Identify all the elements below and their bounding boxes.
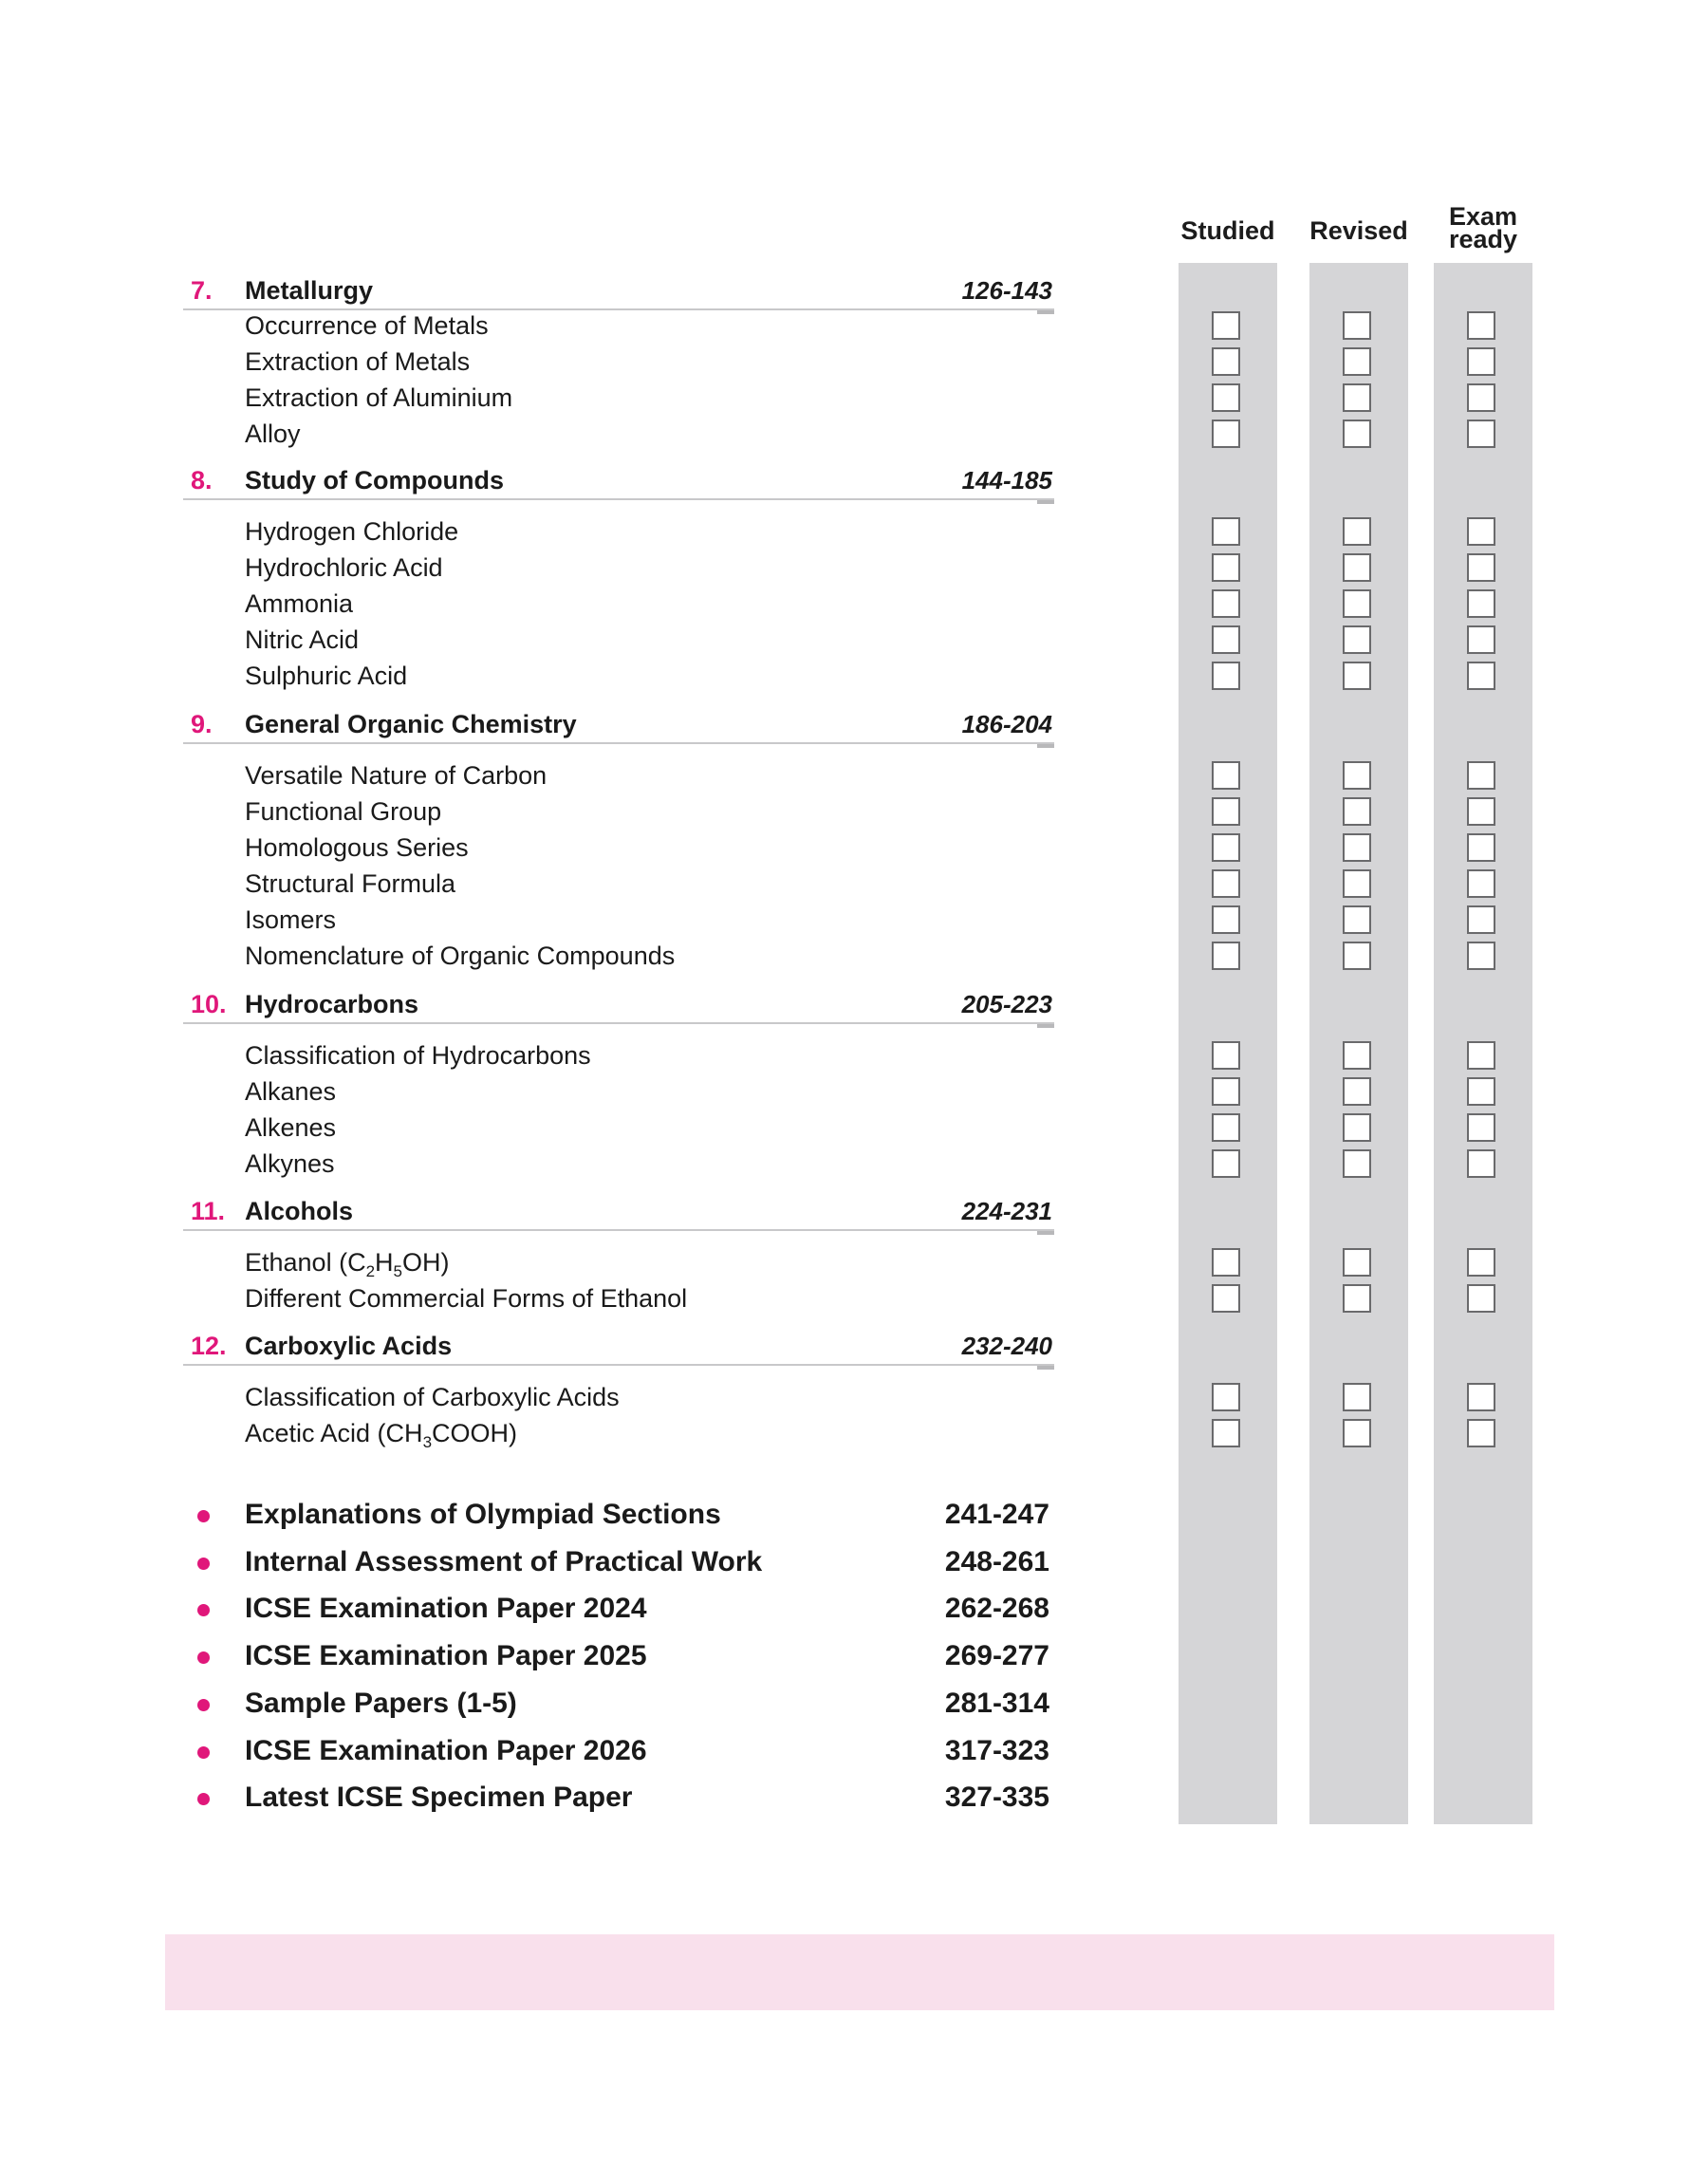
- checkbox-studied[interactable]: [1212, 1149, 1240, 1178]
- topic-item: Homologous Series: [245, 833, 469, 862]
- checkbox-studied[interactable]: [1212, 1284, 1240, 1313]
- topic-item: Versatile Nature of Carbon: [245, 761, 548, 790]
- checkbox-studied[interactable]: [1212, 420, 1240, 448]
- checkbox-revised[interactable]: [1343, 383, 1371, 412]
- chapter-heading: [183, 710, 1054, 740]
- divider-tick: [1037, 1366, 1054, 1370]
- checkbox-revised[interactable]: [1343, 1113, 1371, 1142]
- checkbox-studied[interactable]: [1212, 1248, 1240, 1277]
- chapter-page-range: 144-185: [961, 466, 1052, 494]
- topic-text-part: Ethanol (C: [245, 1248, 366, 1277]
- checkbox-studied[interactable]: [1212, 942, 1240, 970]
- topic-text-part: COOH): [432, 1419, 518, 1447]
- checkbox-studied[interactable]: [1212, 625, 1240, 654]
- bullet-icon: [197, 1604, 210, 1616]
- extra-label: Sample Papers (1-5): [245, 1688, 517, 1719]
- chapter-divider: [183, 1364, 1054, 1366]
- chapter-heading: [183, 466, 1054, 496]
- chapter-page-range: 186-204: [961, 710, 1052, 738]
- checkbox-revised[interactable]: [1343, 1383, 1371, 1411]
- checkbox-exam-ready[interactable]: [1467, 905, 1495, 934]
- topic-item: Nitric Acid: [245, 625, 360, 654]
- bullet-icon: [197, 1746, 210, 1759]
- chapter-number: 7.: [191, 276, 213, 305]
- extra-page-range: 241-247: [944, 1499, 1049, 1530]
- topic-item: Structural Formula: [245, 869, 456, 898]
- extra-item: [183, 1499, 1054, 1533]
- extra-item: [183, 1640, 1054, 1674]
- chapter-number: 11.: [191, 1197, 226, 1225]
- checkbox-studied[interactable]: [1212, 761, 1240, 790]
- checkbox-studied[interactable]: [1212, 1077, 1240, 1106]
- checkbox-exam-ready[interactable]: [1467, 420, 1495, 448]
- checkbox-exam-ready[interactable]: [1467, 1248, 1495, 1277]
- extra-page-range: 281-314: [944, 1688, 1049, 1719]
- topic-item: [245, 1418, 518, 1451]
- checkbox-studied[interactable]: [1212, 553, 1240, 582]
- checkbox-revised[interactable]: [1343, 761, 1371, 790]
- chapter-number: 12.: [191, 1332, 227, 1360]
- checkbox-revised[interactable]: [1343, 662, 1371, 690]
- checkbox-revised[interactable]: [1343, 347, 1371, 376]
- chapter-page-range: 224-231: [961, 1197, 1052, 1225]
- topic-item: Alloy: [245, 420, 301, 448]
- extra-item: [183, 1593, 1054, 1627]
- checkbox-studied[interactable]: [1212, 311, 1240, 340]
- column-header-exam-ready: Exam ready: [1448, 202, 1518, 253]
- checkbox-exam-ready[interactable]: [1467, 1284, 1495, 1313]
- checkbox-revised[interactable]: [1343, 1041, 1371, 1070]
- checkbox-exam-ready[interactable]: [1467, 1149, 1495, 1178]
- chapter-title: Hydrocarbons: [245, 990, 419, 1018]
- checkbox-revised[interactable]: [1343, 553, 1371, 582]
- checkbox-exam-ready[interactable]: [1467, 1113, 1495, 1142]
- checkbox-exam-ready[interactable]: [1467, 797, 1495, 826]
- topic-item: Classification of Carboxylic Acids: [245, 1383, 620, 1411]
- checkbox-revised[interactable]: [1343, 311, 1371, 340]
- topic-item: Hydrochloric Acid: [245, 553, 443, 582]
- extra-page-range: 327-335: [944, 1782, 1049, 1813]
- checkbox-exam-ready[interactable]: [1467, 942, 1495, 970]
- checkbox-exam-ready[interactable]: [1467, 625, 1495, 654]
- topic-item: Alkenes: [245, 1113, 337, 1142]
- checkbox-exam-ready[interactable]: [1467, 1077, 1495, 1106]
- chapter-title: Alcohols: [245, 1197, 354, 1225]
- checkbox-studied[interactable]: [1212, 1383, 1240, 1411]
- extra-label: ICSE Examination Paper 2026: [245, 1735, 647, 1766]
- chapter-divider: [183, 742, 1054, 744]
- chapter-heading: [183, 1332, 1054, 1362]
- topic-item: Extraction of Metals: [245, 347, 471, 376]
- extra-page-range: 248-261: [944, 1546, 1049, 1577]
- topic-item: Alkanes: [245, 1077, 337, 1106]
- extra-label: Internal Assessment of Practical Work: [245, 1546, 763, 1577]
- checkbox-revised[interactable]: [1343, 833, 1371, 862]
- divider-tick: [1037, 500, 1054, 504]
- extra-item: [183, 1546, 1054, 1580]
- extra-label: Explanations of Olympiad Sections: [245, 1499, 721, 1530]
- chapter-page-range: 232-240: [961, 1332, 1052, 1360]
- checkbox-exam-ready[interactable]: [1467, 589, 1495, 618]
- checkbox-exam-ready[interactable]: [1467, 517, 1495, 546]
- checkbox-exam-ready[interactable]: [1467, 1419, 1495, 1447]
- extra-item: [183, 1688, 1054, 1722]
- extra-page-range: 262-268: [944, 1593, 1049, 1624]
- checkbox-studied[interactable]: [1212, 905, 1240, 934]
- chapter-heading: [183, 276, 1054, 307]
- checkbox-exam-ready[interactable]: [1467, 553, 1495, 582]
- topic-item: Isomers: [245, 905, 337, 934]
- checkbox-studied[interactable]: [1212, 797, 1240, 826]
- chapter-divider: [183, 1022, 1054, 1024]
- extra-item: [183, 1735, 1054, 1769]
- checkbox-exam-ready[interactable]: [1467, 833, 1495, 862]
- topic-item: Occurrence of Metals: [245, 311, 489, 340]
- subscript: 3: [422, 1433, 433, 1451]
- extra-label: ICSE Examination Paper 2024: [245, 1593, 647, 1624]
- extra-page-range: 269-277: [944, 1640, 1049, 1671]
- column-header-revised: Revised: [1309, 216, 1408, 245]
- chapter-page-range: 205-223: [961, 990, 1052, 1018]
- subscript: 2: [365, 1262, 376, 1280]
- checkbox-studied[interactable]: [1212, 589, 1240, 618]
- checkbox-revised[interactable]: [1343, 1248, 1371, 1277]
- topic-text-part: OH): [402, 1248, 450, 1277]
- checkbox-revised[interactable]: [1343, 517, 1371, 546]
- checkbox-revised[interactable]: [1343, 589, 1371, 618]
- checkbox-exam-ready[interactable]: [1467, 1041, 1495, 1070]
- checkbox-exam-ready[interactable]: [1467, 761, 1495, 790]
- checkbox-studied[interactable]: [1212, 517, 1240, 546]
- chapter-number: 10.: [191, 990, 227, 1018]
- chapter-title: Metallurgy: [245, 276, 374, 305]
- divider-tick: [1037, 1231, 1054, 1235]
- chapter-heading: [183, 990, 1054, 1020]
- checkbox-studied[interactable]: [1212, 1419, 1240, 1447]
- checkbox-revised[interactable]: [1343, 1284, 1371, 1313]
- subscript: 5: [393, 1262, 403, 1280]
- checkbox-exam-ready[interactable]: [1467, 311, 1495, 340]
- divider-tick: [1037, 1024, 1054, 1028]
- extra-item: [183, 1782, 1054, 1816]
- chapter-title: Study of Compounds: [245, 466, 504, 494]
- checkbox-exam-ready[interactable]: [1467, 347, 1495, 376]
- checkbox-revised[interactable]: [1343, 797, 1371, 826]
- extra-label: ICSE Examination Paper 2025: [245, 1640, 647, 1671]
- footer-band: [165, 1934, 1554, 2010]
- divider-tick: [1037, 744, 1054, 748]
- bullet-icon: [197, 1793, 210, 1805]
- checkbox-revised[interactable]: [1343, 625, 1371, 654]
- chapter-heading: [183, 1197, 1054, 1227]
- checkbox-studied[interactable]: [1212, 1041, 1240, 1070]
- checkbox-studied[interactable]: [1212, 347, 1240, 376]
- checkbox-revised[interactable]: [1343, 1077, 1371, 1106]
- topic-item: Classification of Hydrocarbons: [245, 1041, 591, 1070]
- chapter-divider: [183, 498, 1054, 500]
- chapter-title: Carboxylic Acids: [245, 1332, 453, 1360]
- topic-text-part: H: [375, 1248, 394, 1277]
- bullet-icon: [197, 1558, 210, 1570]
- chapter-title: General Organic Chemistry: [245, 710, 577, 738]
- checkbox-revised[interactable]: [1343, 905, 1371, 934]
- topic-item: Sulphuric Acid: [245, 662, 408, 690]
- checkbox-revised[interactable]: [1343, 1419, 1371, 1447]
- topic-item: Different Commercial Forms of Ethanol: [245, 1284, 688, 1313]
- checkbox-exam-ready[interactable]: [1467, 662, 1495, 690]
- checkbox-studied[interactable]: [1212, 833, 1240, 862]
- checkbox-revised[interactable]: [1343, 420, 1371, 448]
- checkbox-studied[interactable]: [1212, 383, 1240, 412]
- topic-item: Ammonia: [245, 589, 354, 618]
- topic-item: Hydrogen Chloride: [245, 517, 459, 546]
- checkbox-revised[interactable]: [1343, 942, 1371, 970]
- topic-item: Alkynes: [245, 1149, 335, 1178]
- checkbox-exam-ready[interactable]: [1467, 1383, 1495, 1411]
- bullet-icon: [197, 1651, 210, 1664]
- extra-page-range: 317-323: [944, 1735, 1049, 1766]
- checkbox-studied[interactable]: [1212, 662, 1240, 690]
- checkbox-exam-ready[interactable]: [1467, 383, 1495, 412]
- extra-label: Latest ICSE Specimen Paper: [245, 1782, 633, 1813]
- topic-item: Functional Group: [245, 797, 442, 826]
- topic-text-part: Acetic Acid (CH: [245, 1419, 423, 1447]
- checkbox-studied[interactable]: [1212, 1113, 1240, 1142]
- bullet-icon: [197, 1699, 210, 1711]
- chapter-number: 8.: [191, 466, 213, 494]
- checkbox-revised[interactable]: [1343, 1149, 1371, 1178]
- column-header-studied: Studied: [1180, 216, 1275, 245]
- chapter-number: 9.: [191, 710, 213, 738]
- chapter-page-range: 126-143: [961, 276, 1052, 305]
- topic-item: Nomenclature of Organic Compounds: [245, 942, 676, 970]
- topic-item: Extraction of Aluminium: [245, 383, 513, 412]
- checkbox-studied[interactable]: [1212, 869, 1240, 898]
- checkbox-exam-ready[interactable]: [1467, 869, 1495, 898]
- divider-tick: [1037, 310, 1054, 314]
- chapter-divider: [183, 1229, 1054, 1231]
- topic-item: [245, 1247, 450, 1278]
- bullet-icon: [197, 1510, 210, 1522]
- checkbox-revised[interactable]: [1343, 869, 1371, 898]
